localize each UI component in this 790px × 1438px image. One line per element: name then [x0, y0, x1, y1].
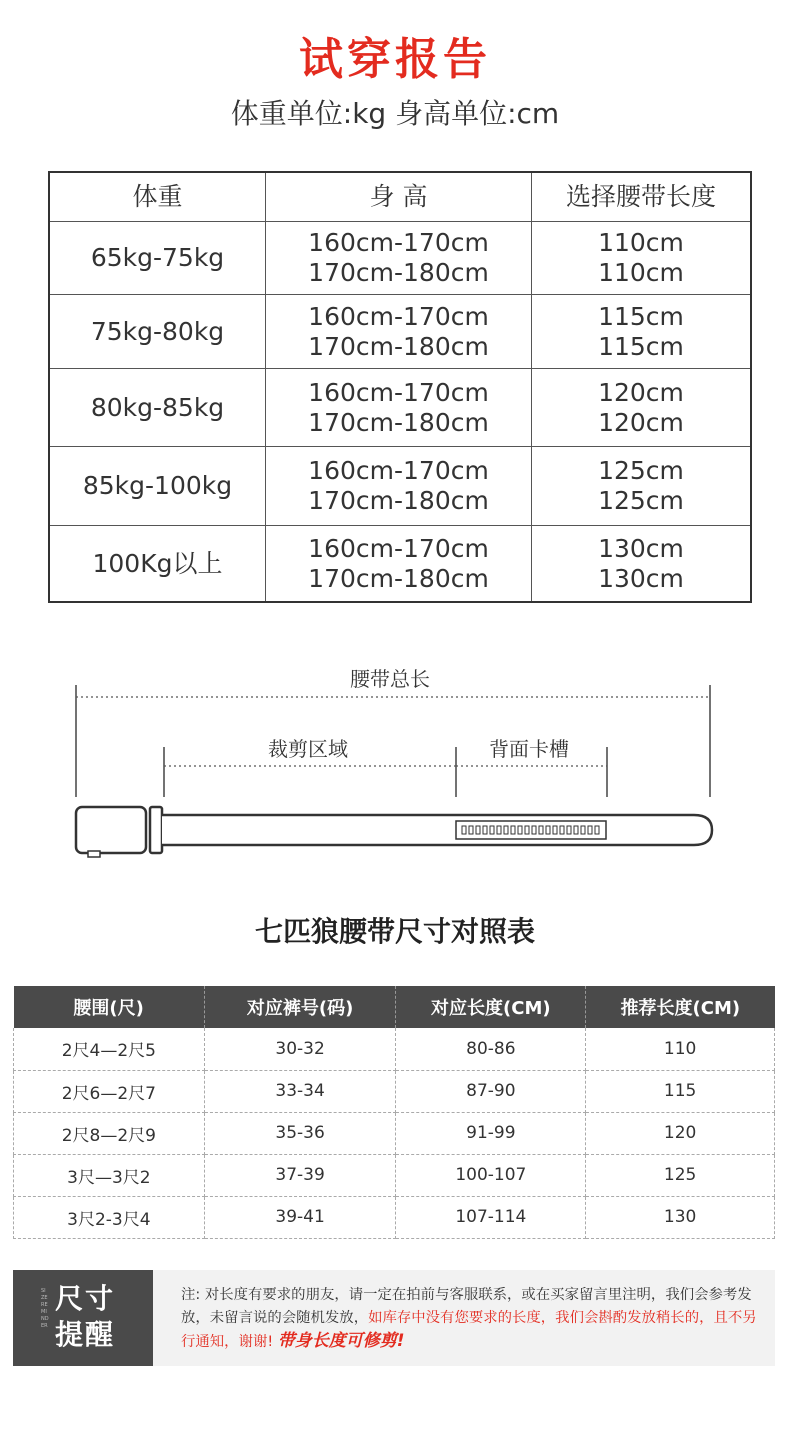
- header-height: 身 高: [266, 173, 532, 221]
- recommended-cell: 110: [586, 1028, 775, 1070]
- report-row: [50, 222, 750, 295]
- belt-length: 120cm: [598, 377, 684, 407]
- belt-cell: [532, 369, 750, 446]
- report-header-row: [50, 173, 750, 222]
- reminder-heading-block: [13, 1270, 153, 1366]
- table-row: [14, 1196, 775, 1238]
- header-belt-length: 选择腰带长度: [565, 182, 716, 211]
- table-row: [14, 1112, 775, 1154]
- recommended-cell: 115: [586, 1070, 775, 1112]
- height-cell: [266, 369, 532, 446]
- table-row: [14, 1070, 775, 1112]
- reminder-stock-note: 如库存中没有您要求的长度，我们会斟酌发放稍长的，且不另行通知，谢谢!: [181, 1310, 757, 1350]
- header-weight: 体重: [50, 173, 266, 221]
- reminder-vertical-caption: SIZE REMINDER: [41, 1288, 49, 1329]
- pants-cell: 35-36: [204, 1112, 396, 1154]
- belt-length: 110cm: [598, 228, 684, 257]
- waist-cell: 2尺6—2尺7: [14, 1070, 205, 1112]
- recommended-cell: 130: [586, 1196, 775, 1238]
- waist-cell: 2尺4—2尺5: [14, 1028, 205, 1070]
- length-cell: 100-107: [396, 1154, 586, 1196]
- table-row: [14, 1154, 775, 1196]
- weight-cell: 65kg-75kg: [50, 222, 266, 294]
- waist-cell: 3尺—3尺2: [14, 1154, 205, 1196]
- fitting-report-table: [48, 171, 752, 603]
- height-range: 170cm-180cm: [308, 331, 489, 361]
- size-chart-title: 七匹狼腰带尺寸对照表: [254, 915, 535, 948]
- header-pants-size: 对应裤号(码): [204, 986, 396, 1028]
- report-row: [50, 369, 750, 447]
- report-row: [50, 447, 750, 526]
- pants-cell: 33-34: [204, 1070, 396, 1112]
- header-length: 对应长度(CM): [396, 986, 586, 1028]
- belt-length: 125cm: [598, 456, 684, 485]
- height-range: 170cm-180cm: [308, 563, 489, 593]
- reminder-note: 注: 对长度有要求的朋友，请一定在拍前与客服联系，或在买家留言里注明，我们会参考发放，未留言说的会随机发放，: [181, 1287, 752, 1326]
- belt-length: 130cm: [598, 533, 684, 563]
- belt-length: 115cm: [598, 331, 684, 361]
- size-chart-table: [13, 986, 775, 1239]
- height-range: 170cm-180cm: [308, 407, 489, 437]
- height-cell: [266, 447, 532, 525]
- height-range: 160cm-170cm: [308, 377, 489, 407]
- belt-cell: [532, 447, 750, 525]
- height-range: 160cm-170cm: [308, 228, 489, 257]
- size-reminder: [13, 1270, 775, 1366]
- reminder-heading-line1: 尺寸: [55, 1282, 116, 1315]
- unit-subtitle: 体重单位:kg 身高单位:cm: [230, 97, 560, 130]
- pants-cell: 30-32: [204, 1028, 396, 1070]
- total-length-label: 腰带总长: [350, 667, 430, 691]
- height-range: 160cm-170cm: [308, 301, 489, 331]
- waist-cell: 2尺8—2尺9: [14, 1112, 205, 1154]
- belt-length: 115cm: [598, 301, 684, 331]
- reminder-text: [181, 1284, 766, 1354]
- weight-cell: 75kg-80kg: [50, 295, 266, 368]
- height-cell: [266, 526, 532, 601]
- height-range: 170cm-180cm: [308, 258, 489, 287]
- height-cell: [266, 222, 532, 294]
- length-cell: 107-114: [396, 1196, 586, 1238]
- height-range: 160cm-170cm: [308, 533, 489, 563]
- belt-length: 110cm: [598, 258, 684, 287]
- page-title: 试穿报告: [299, 34, 491, 85]
- length-cell: 91-99: [396, 1112, 586, 1154]
- belt-length: 130cm: [598, 563, 684, 593]
- belt-length: 120cm: [598, 407, 684, 437]
- belt-diagram: [0, 655, 790, 875]
- belt-cell: [532, 295, 750, 368]
- height-range: 160cm-170cm: [308, 456, 489, 485]
- belt-cell: [532, 526, 750, 601]
- length-cell: 80-86: [396, 1028, 586, 1070]
- recommended-cell: 120: [586, 1112, 775, 1154]
- belt-cell: [532, 222, 750, 294]
- header-recommended: 推荐长度(CM): [586, 986, 775, 1028]
- back-slot-label: 背面卡槽: [489, 737, 569, 761]
- reminder-trim-note: 带身长度可修剪!: [277, 1331, 405, 1351]
- pants-cell: 39-41: [204, 1196, 396, 1238]
- size-header-row: [14, 986, 775, 1028]
- length-cell: 87-90: [396, 1070, 586, 1112]
- pants-cell: 37-39: [204, 1154, 396, 1196]
- recommended-cell: 125: [586, 1154, 775, 1196]
- table-row: [14, 1028, 775, 1070]
- header-waist: 腰围(尺): [14, 986, 205, 1028]
- weight-cell: 85kg-100kg: [50, 447, 266, 525]
- height-cell: [266, 295, 532, 368]
- reminder-heading-line2: 提醒: [55, 1318, 116, 1351]
- weight-cell: 100Kg以上: [50, 526, 266, 601]
- report-row: [50, 295, 750, 369]
- height-range: 170cm-180cm: [308, 486, 489, 515]
- report-row: [50, 526, 750, 601]
- weight-cell: 80kg-85kg: [50, 369, 266, 446]
- cut-area-label: 裁剪区域: [268, 737, 348, 761]
- belt-length: 125cm: [598, 486, 684, 515]
- waist-cell: 3尺2-3尺4: [14, 1196, 205, 1238]
